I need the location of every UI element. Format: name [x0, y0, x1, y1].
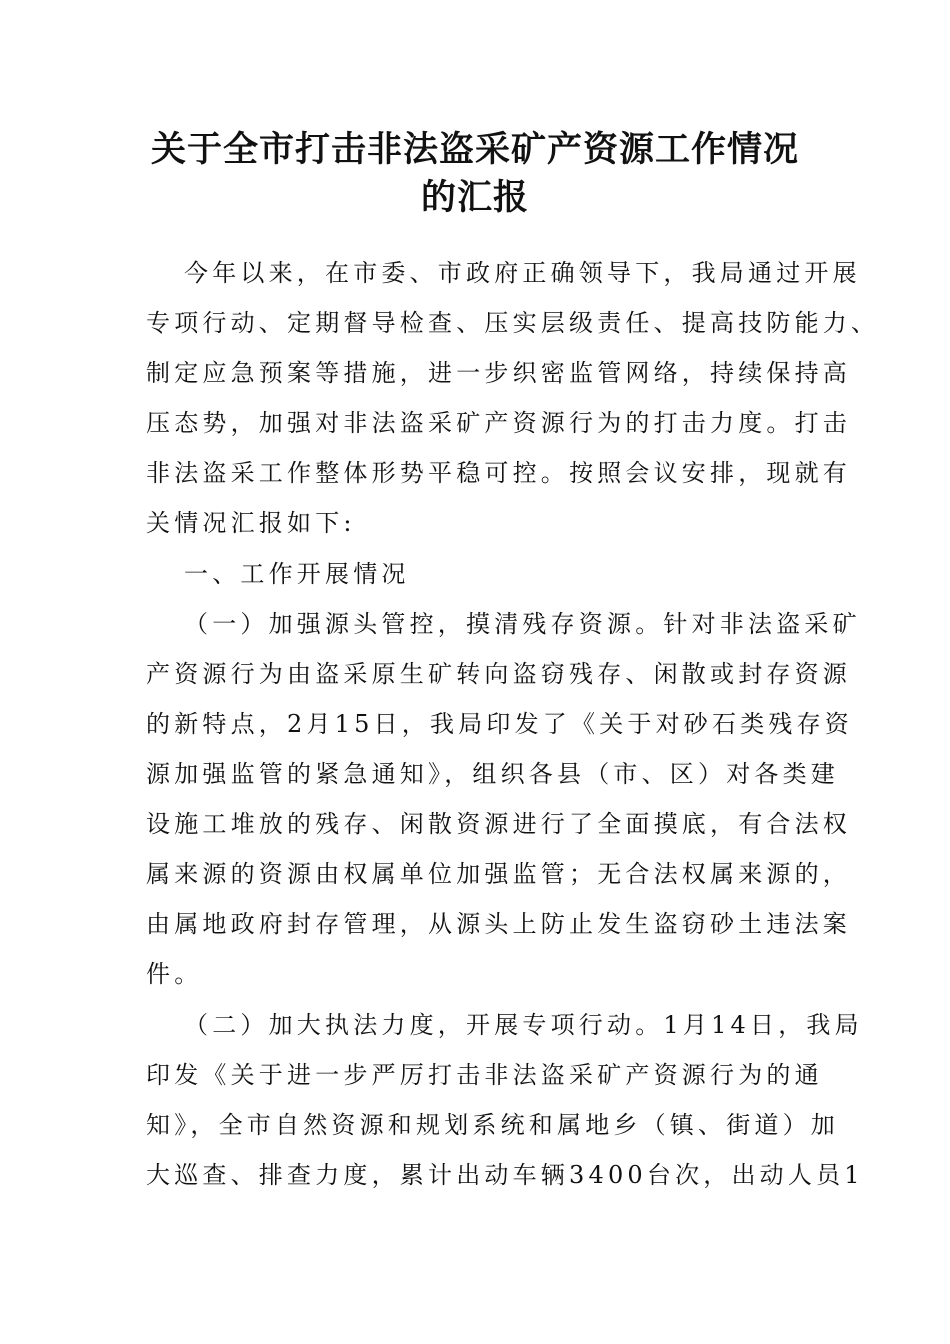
paragraph-2-line-1: （二）加大执法力度，开展专项行动。1月14日，我局 [184, 1011, 863, 1039]
paragraph-2-line-3: 知》，全市自然资源和规划系统和属地乡（镇、街道）加 [146, 1111, 839, 1139]
paragraph-1-line-4: 源加强监管的紧急通知》，组织各县（市、区）对各类建 [146, 760, 839, 788]
paragraph-2-line-4: 大巡查、排查力度，累计出动车辆3400台次，出动人员1 [146, 1161, 864, 1189]
section-heading-1: 一、工作开展情况 [184, 560, 410, 588]
paragraph-1-line-3: 的新特点，2月15日，我局印发了《关于对砂石类残存资 [146, 710, 854, 738]
paragraph-intro-line-2: 专项行动、定期督导检查、压实层级责任、提高技防能力、 [146, 309, 880, 337]
paragraph-intro-line-6: 关情况汇报如下: [146, 509, 356, 537]
paragraph-intro-line-4: 压态势，加强对非法盗采矿产资源行为的打击力度。打击 [146, 409, 851, 437]
paragraph-intro-line-3: 制定应急预案等措施，进一步织密监管网络，持续保持高 [146, 359, 851, 387]
paragraph-1-line-6: 属来源的资源由权属单位加强监管；无合法权属来源的， [146, 860, 851, 888]
paragraph-1-line-1: （一）加强源头管控，摸清残存资源。针对非法盗采矿 [184, 610, 861, 638]
paragraph-1-line-8: 件。 [146, 960, 203, 988]
paragraph-1-line-7: 由属地政府封存管理，从源头上防止发生盗窃砂土违法案 [146, 910, 851, 938]
paragraph-1-line-5: 设施工堆放的残存、闲散资源进行了全面摸底，有合法权 [146, 810, 851, 838]
paragraph-2-line-2: 印发《关于进一步严厉打击非法盗采矿产资源行为的通 [146, 1061, 823, 1089]
paragraph-intro-line-1: 今年以来，在市委、市政府正确领导下，我局通过开展 [184, 259, 861, 287]
paragraph-1-line-2: 产资源行为由盗采原生矿转向盗窃残存、闲散或封存资源 [146, 660, 851, 688]
paragraph-intro-line-5: 非法盗采工作整体形势平稳可控。按照会议安排，现就有 [146, 459, 851, 487]
document-title-line-1: 关于全市打击非法盗采矿产资源工作情况 [150, 129, 799, 170]
document-title-line-2: 的汇报 [420, 177, 529, 218]
